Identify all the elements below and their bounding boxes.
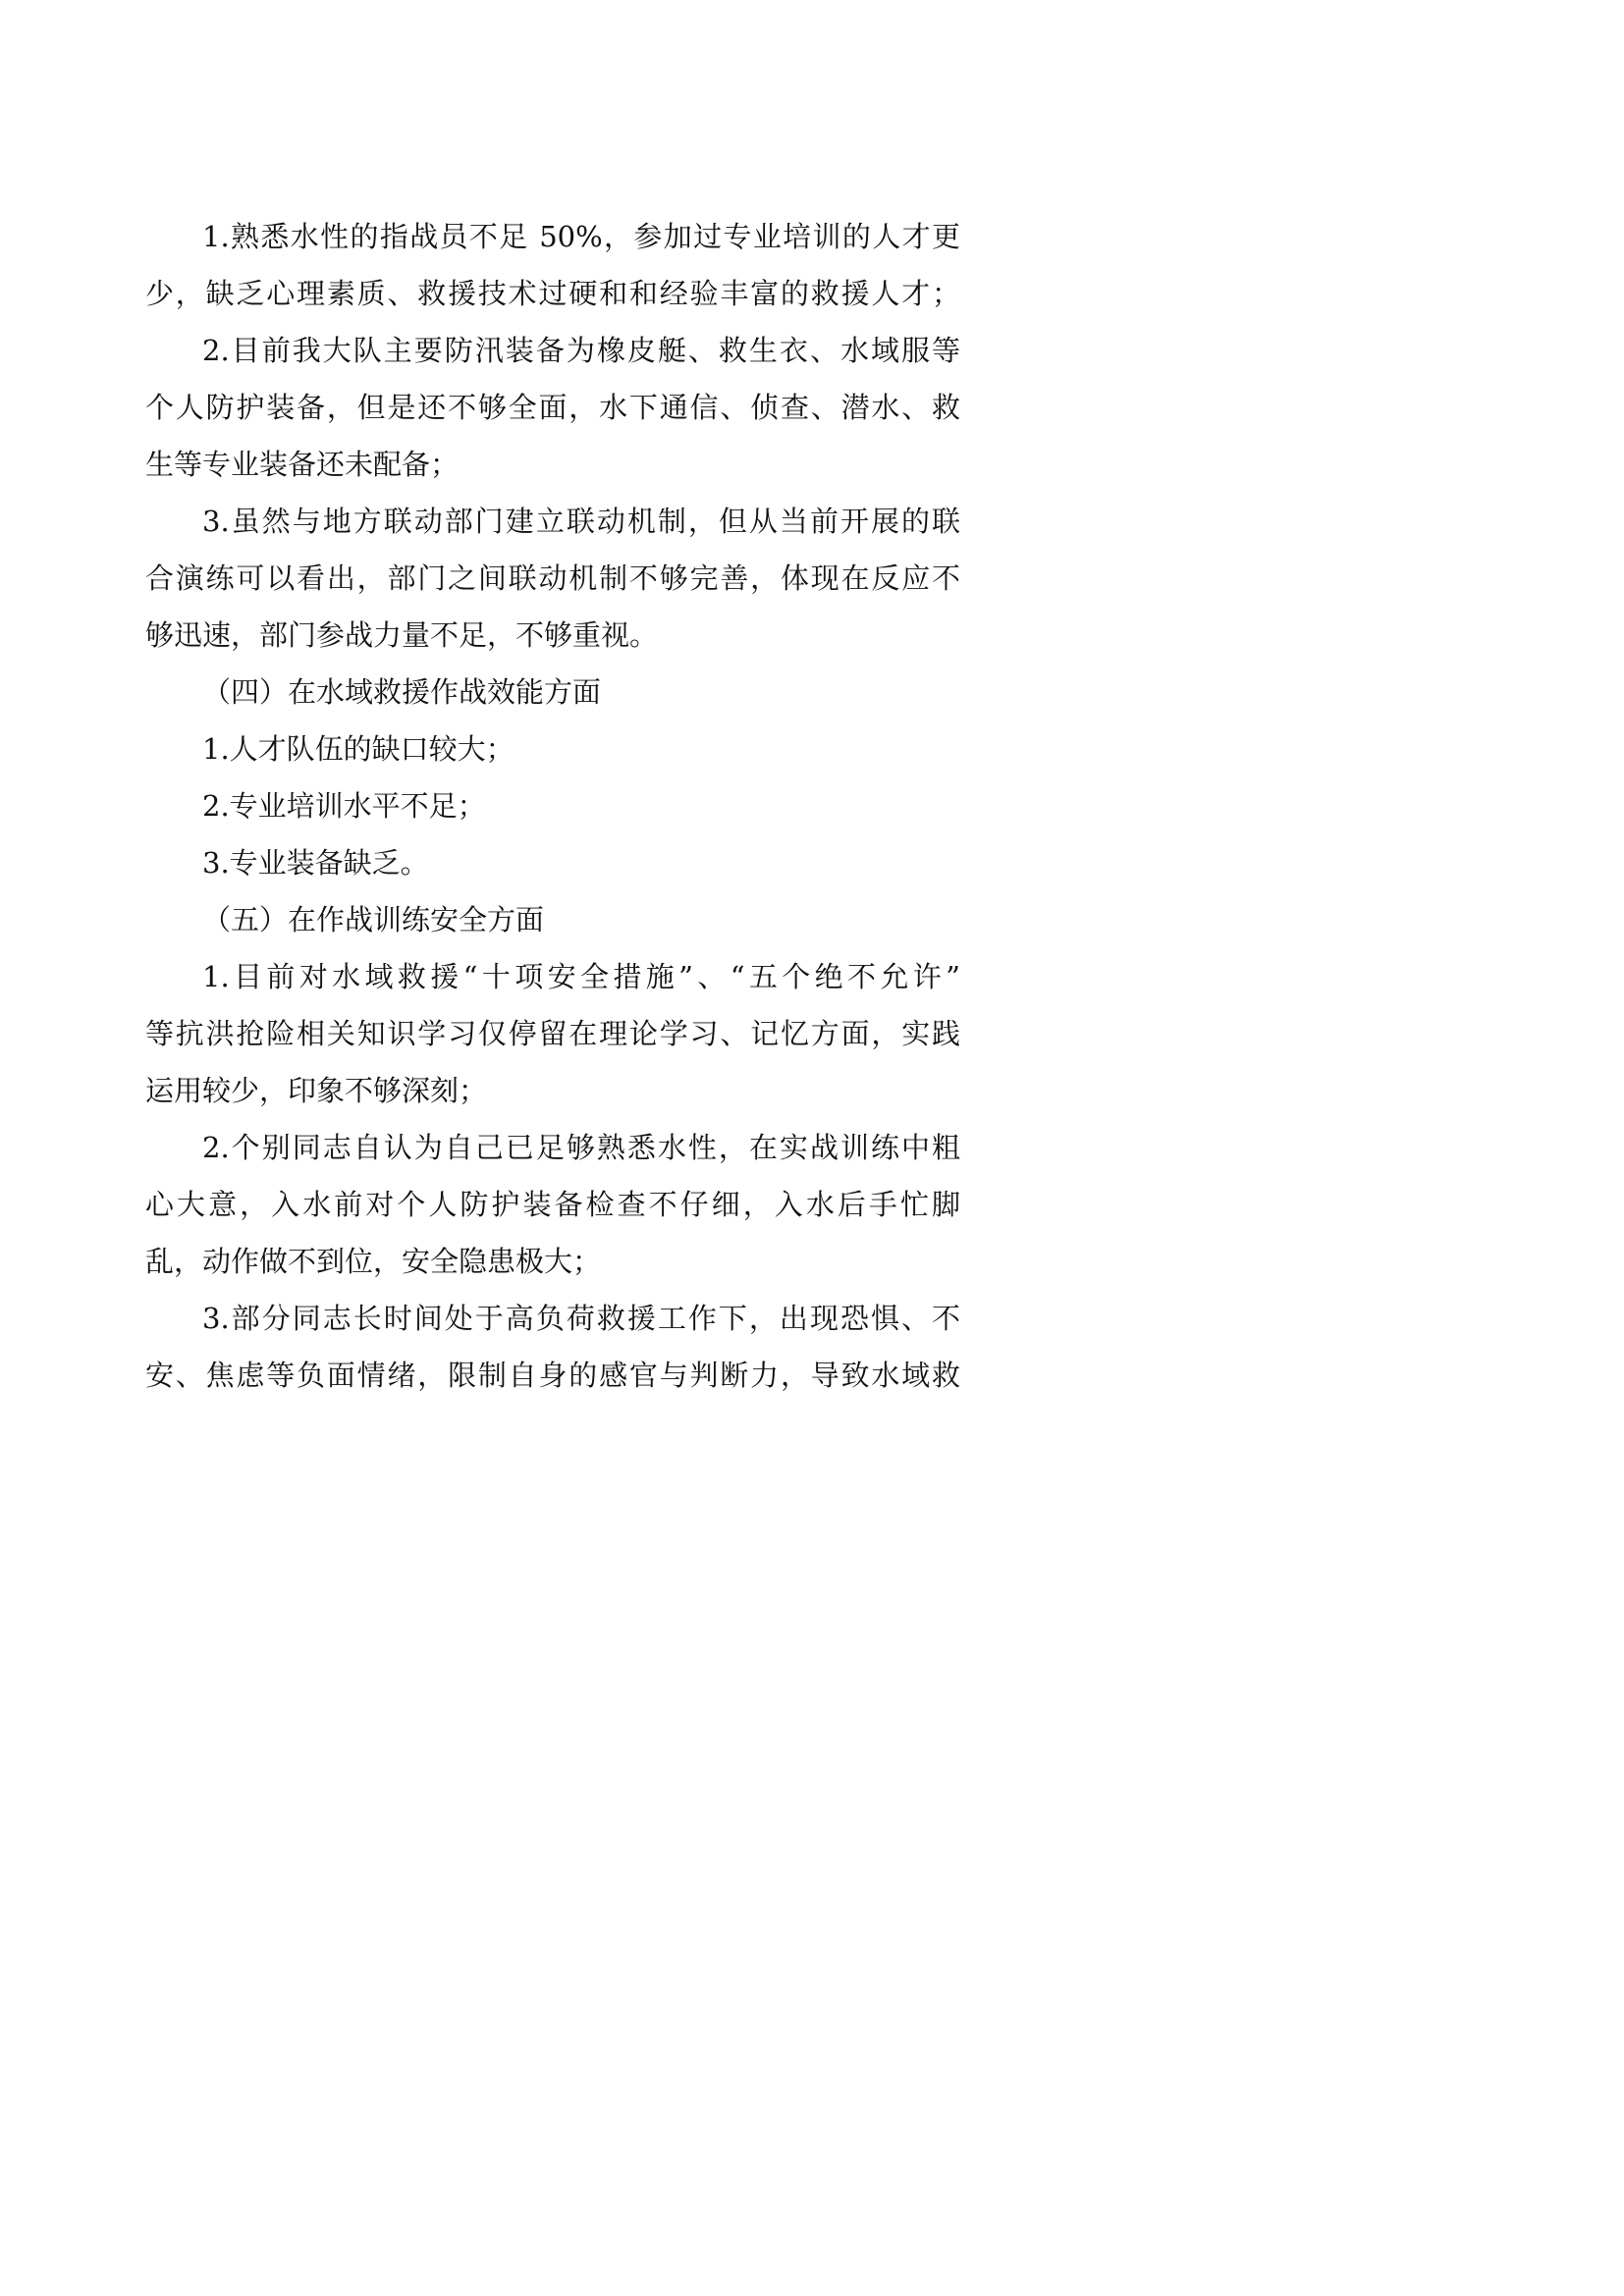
document-page (0, 0, 1080, 1527)
paragraph-3-line-3: 够迅速，部门参战力量不足，不够重视。 (145, 618, 659, 652)
paragraph-5-1-line-3: 运用较少，印象不够深刻； (145, 1074, 488, 1107)
paragraph-1-line-1: 1.熟悉水性的指战员不足 50%，参加过专业培训的人才更 (202, 220, 960, 253)
list-item-4-3: 3.专业装备缺乏。 (202, 846, 429, 880)
paragraph-1-line-2: 少，缺乏心理素质、救援技术过硬和和经验丰富的救援人才； (145, 277, 960, 310)
paragraph-3-line-2: 合演练可以看出，部门之间联动机制不够完善，体现在反应不 (145, 561, 960, 595)
paragraph-5-2-line-1: 2.个别同志自认为自己已足够熟悉水性，在实战训练中粗 (202, 1131, 960, 1164)
list-item-4-2: 2.专业培训水平不足； (202, 789, 486, 823)
paragraph-2-line-1: 2.目前我大队主要防汛装备为橡皮艇、救生衣、水域服等 (202, 334, 960, 367)
paragraph-2-line-2: 个人防护装备，但是还不够全面，水下通信、侦查、潜水、救 (145, 391, 960, 424)
paragraph-5-2-line-3: 乱，动作做不到位，安全隐患极大； (145, 1245, 602, 1278)
paragraph-2-line-3: 生等专业装备还未配备； (145, 448, 460, 481)
paragraph-5-1-line-2: 等抗洪抢险相关知识学习仅停留在理论学习、记忆方面，实践 (145, 1017, 960, 1050)
document-body (145, 208, 960, 1404)
section-heading-5: （五）在作战训练安全方面 (202, 903, 545, 936)
paragraph-5-3-line-1: 3.部分同志长时间处于高负荷救援工作下，出现恐惧、不 (202, 1302, 960, 1335)
paragraph-3-line-1: 3.虽然与地方联动部门建立联动机制，但从当前开展的联 (202, 505, 960, 538)
paragraph-5-1-line-1: 1.目前对水域救援“十项安全措施”、“五个绝不允许” (202, 960, 960, 993)
paragraph-5-3-line-2: 安、焦虑等负面情绪，限制自身的感官与判断力，导致水域救 (145, 1359, 960, 1392)
list-item-4-1: 1.人才队伍的缺口较大； (202, 732, 514, 766)
paragraph-5-2-line-2: 心大意，入水前对个人防护装备检查不仔细，入水后手忙脚 (145, 1188, 960, 1221)
section-heading-4: （四）在水域救援作战效能方面 (202, 675, 602, 709)
